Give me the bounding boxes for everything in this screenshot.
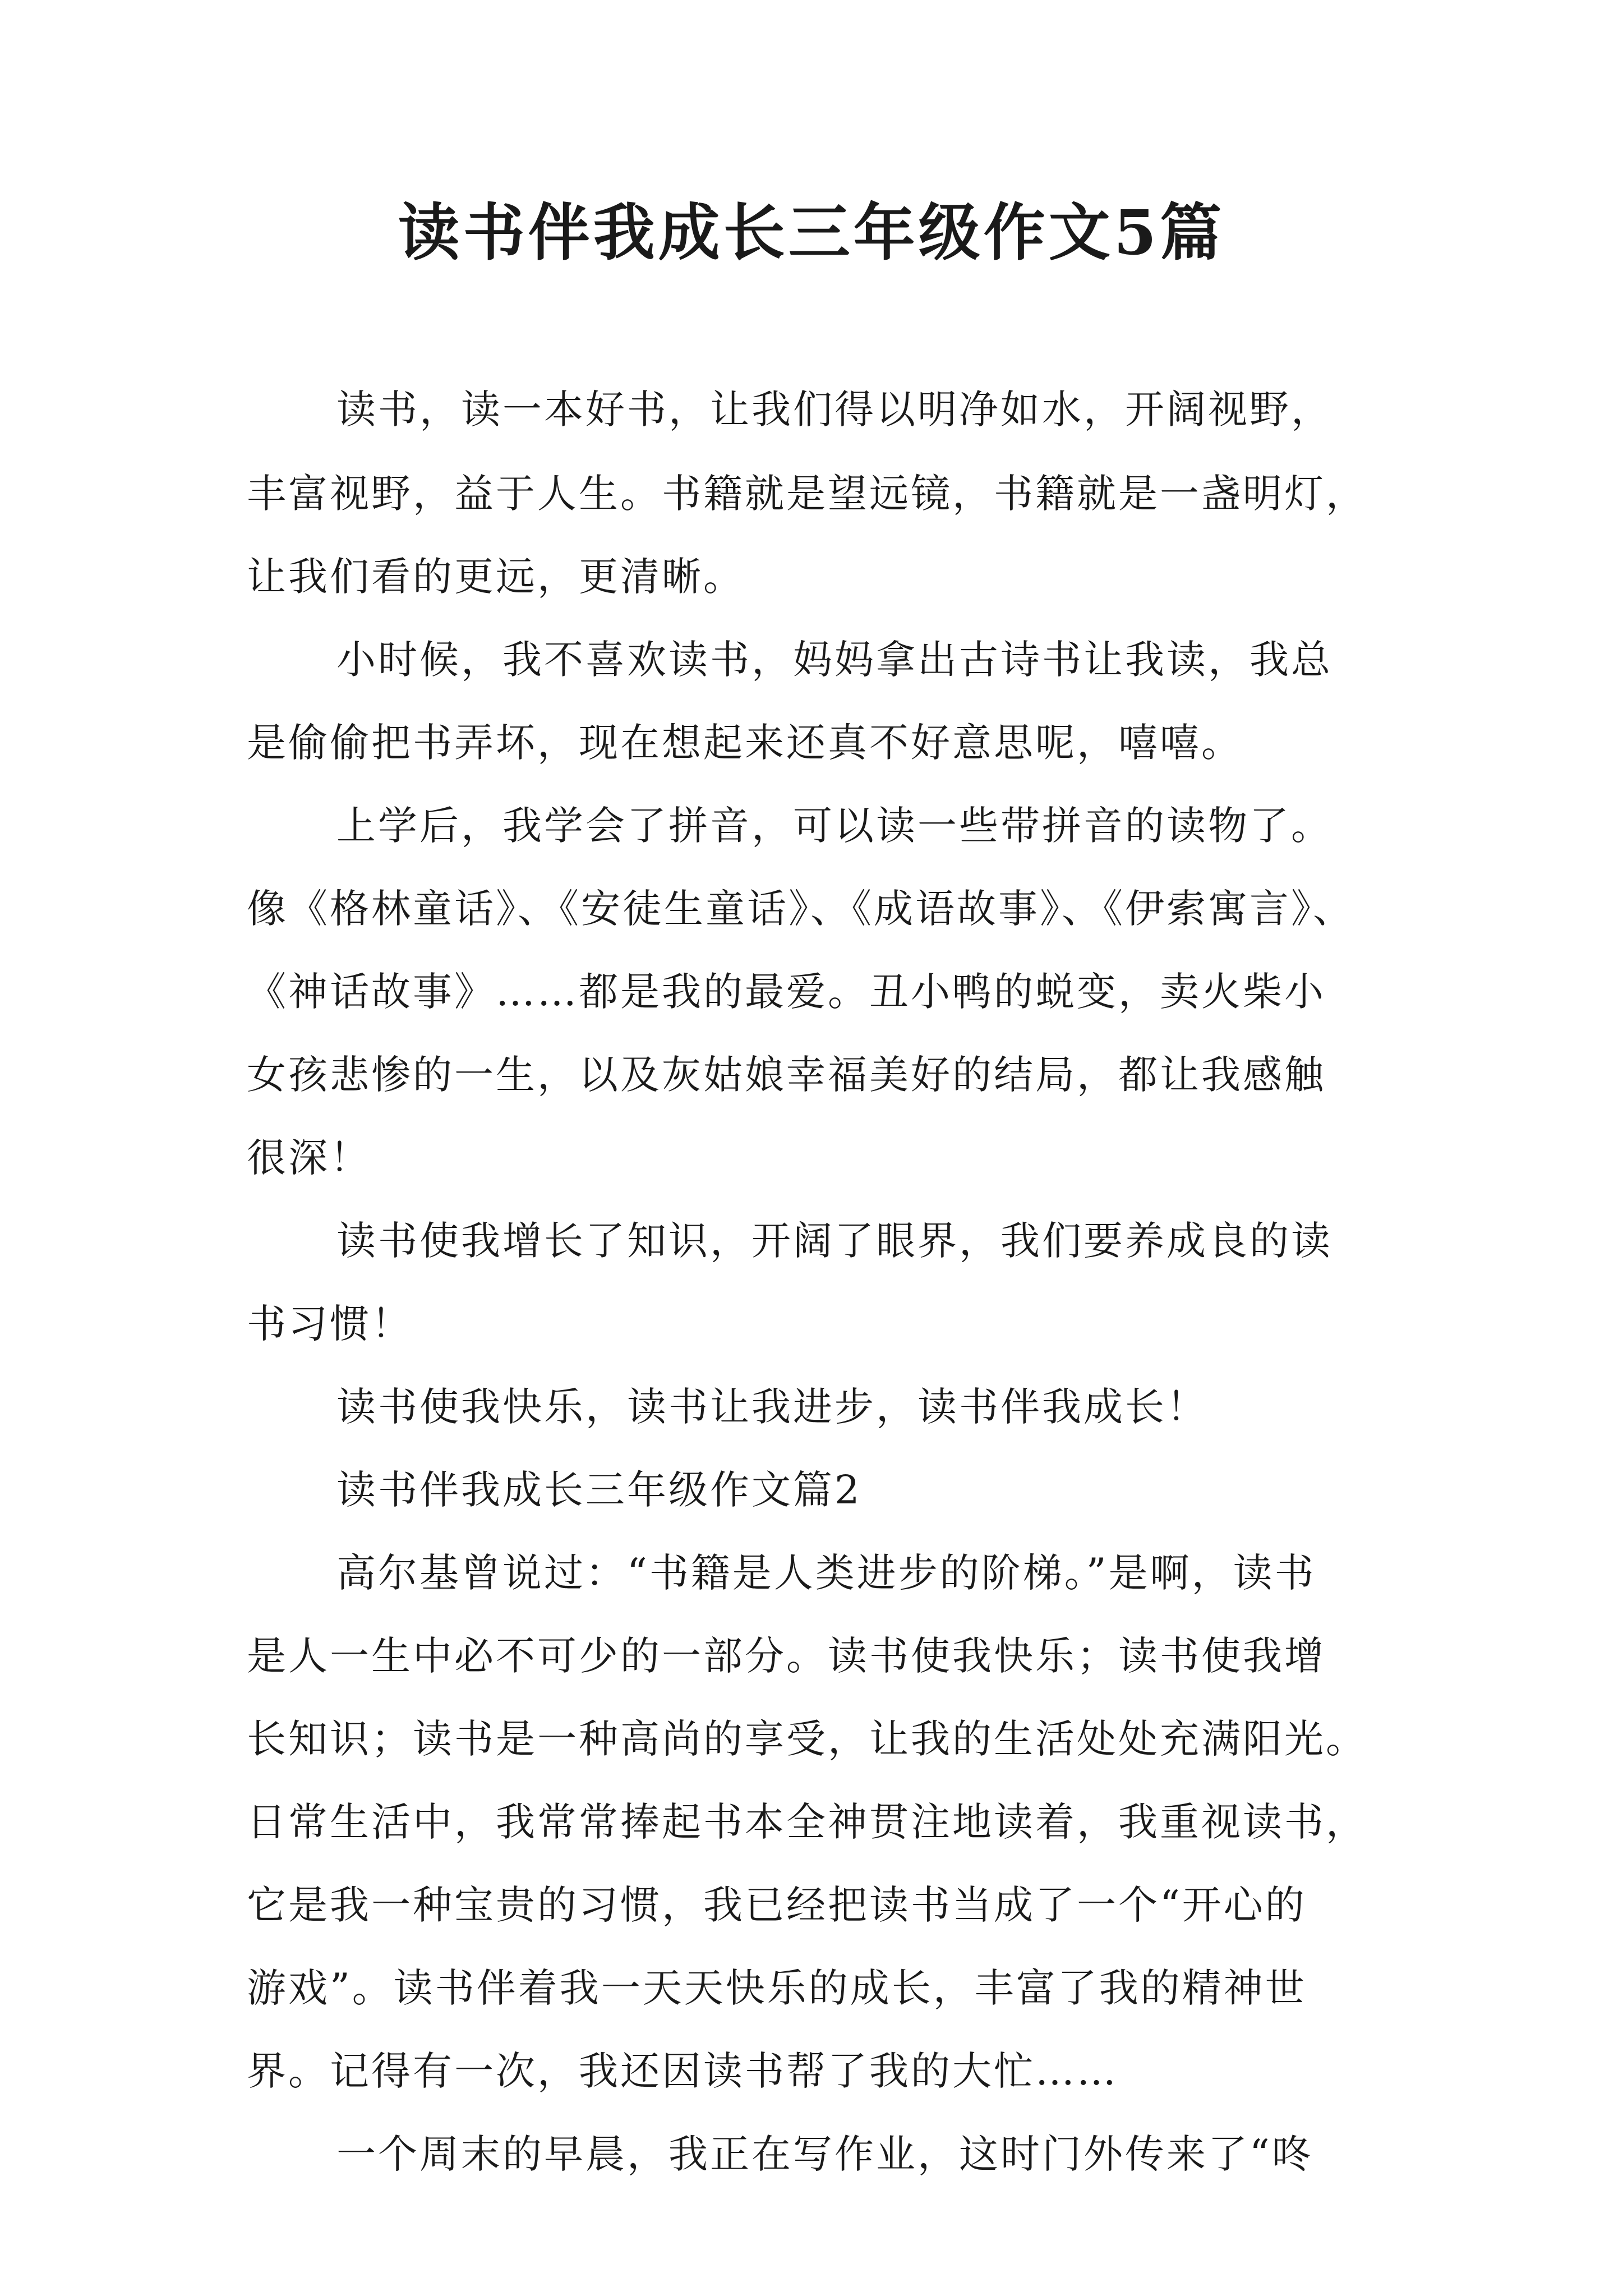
section-heading: 读书伴我成长三年级作文篇2 xyxy=(336,1467,862,1513)
text-line: 女孩悲惨的一生，以及灰姑娘幸福美好的结局，都让我感触 xyxy=(247,1052,1326,1098)
text-line: 高尔基曾说过：“书籍是人类进步的阶梯。”是啊，读书 xyxy=(336,1550,1316,1596)
text-line: 像《格林童话》、《安徒生童话》、《成语故事》、《伊索寓言》、 xyxy=(247,886,1354,932)
text-line: 书习惯！ xyxy=(247,1301,413,1347)
text-line: 读书，读一本好书，让我们得以明净如水，开阔视野， xyxy=(336,386,1332,432)
text-line: 小时候，我不喜欢读书，妈妈拿出古诗书让我读，我总 xyxy=(336,637,1332,683)
text-line: 丰富视野，益于人生。书籍就是望远镜，书籍就是一盏明灯， xyxy=(247,471,1367,517)
text-line: 读书使我增长了知识，开阔了眼界，我们要养成良的读 xyxy=(336,1218,1332,1264)
text-line: 它是我一种宝贵的习惯，我已经把读书当成了一个“开心的 xyxy=(247,1882,1307,1928)
text-line: 是人一生中必不可少的一部分。读书使我快乐；读书使我增 xyxy=(247,1633,1326,1679)
text-line: 读书使我快乐，读书让我进步，读书伴我成长！ xyxy=(336,1384,1208,1430)
text-line: 是偷偷把书弄坏，现在想起来还真不好意思呢，嘻嘻。 xyxy=(247,720,1243,766)
text-line: 一个周末的早晨，我正在写作业，这时门外传来了“咚 xyxy=(336,2131,1313,2177)
text-line: 《神话故事》……都是我的最爱。丑小鸭的蜕变，卖火柴小 xyxy=(247,969,1326,1015)
document-title: 读书伴我成长三年级作文5篇 xyxy=(398,196,1225,269)
text-line: 很深！ xyxy=(247,1135,371,1181)
text-line: 上学后，我学会了拼音，可以读一些带拼音的读物了。 xyxy=(336,803,1332,849)
text-line: 日常生活中，我常常捧起书本全神贯注地读着，我重视读书， xyxy=(247,1799,1367,1845)
text-line: 让我们看的更远，更清晰。 xyxy=(247,554,745,600)
text-line: 长知识；读书是一种高尚的享受，让我的生活处处充满阳光。 xyxy=(247,1716,1367,1762)
text-line: 游戏”。读书伴着我一天天快乐的成长，丰富了我的精神世 xyxy=(247,1965,1307,2011)
text-line: 界。记得有一次，我还因读书帮了我的大忙…… xyxy=(247,2048,1118,2094)
